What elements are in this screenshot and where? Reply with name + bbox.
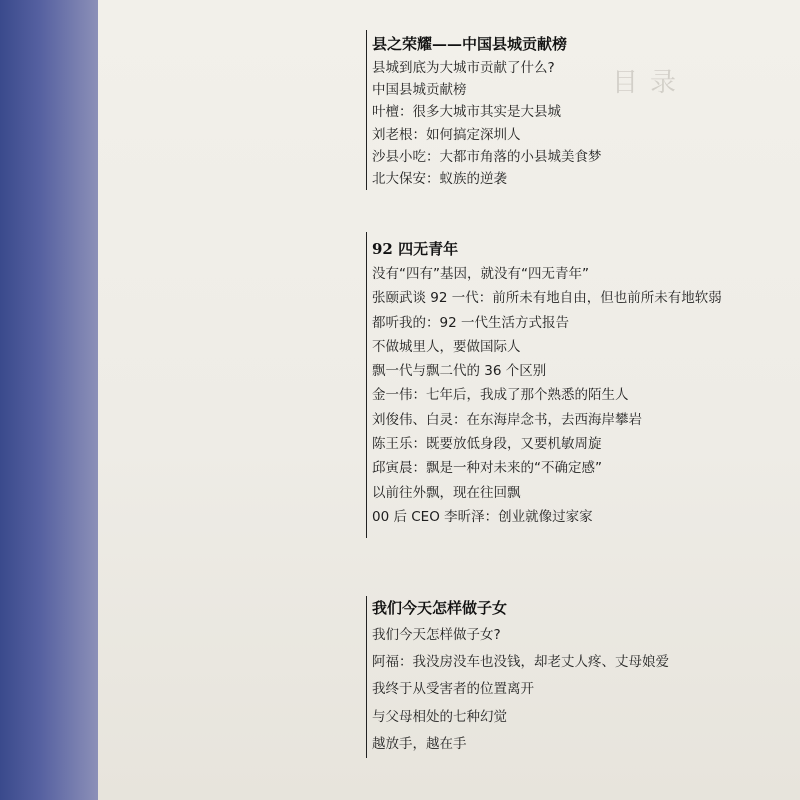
section-3-rule — [366, 596, 367, 758]
entry-title: 与父母相处的七种幻觉 — [372, 709, 507, 725]
entry-title: 不做城里人，要做国际人 — [372, 339, 521, 355]
entry-title: 越放手，越在手 — [372, 736, 467, 752]
entry-title: 邱寅晨：飘是一种对未来的“不确定感” — [372, 460, 602, 476]
section-1-rule — [366, 30, 367, 190]
entry-title: 飘一代与飘二代的 36 个区别 — [372, 363, 547, 379]
entry-title: 我终于从受害者的位置离开 — [372, 681, 534, 697]
section-title: 92 四无青年 — [372, 240, 459, 258]
entry-title: 没有“四有”基因，就没有“四无青年” — [372, 266, 589, 282]
entry-title: 都听我的：92 一代生活方式报告 — [372, 315, 569, 331]
entry-title: 刘老根：如何搞定深圳人 — [372, 127, 521, 143]
entry-title: 中国县城贡献榜 — [372, 82, 467, 98]
entry-title: 我们今天怎样做子女? — [372, 627, 501, 643]
entry-title: 陈王乐：既要放低身段，又要机敏周旋 — [372, 436, 602, 452]
entry-title: 张颐武谈 92 一代：前所未有地自由，但也前所未有地软弱 — [372, 290, 722, 306]
entry-title: 沙县小吃：大都市角落的小县城美食梦 — [372, 149, 602, 165]
entry-title: 刘俊伟、白灵：在东海岸念书，去西海岸攀岩 — [372, 412, 642, 428]
show-through-text: 目录 — [612, 68, 689, 98]
entry-title: 阿福：我没房没车也没钱，却老丈人疼、丈母娘爱 — [372, 654, 669, 670]
entry-title: 县城到底为大城市贡献了什么? — [372, 60, 555, 76]
entry-title: 北大保安：蚁族的逆袭 — [372, 171, 507, 187]
entry-title: 以前往外飘，现在往回飘 — [372, 485, 521, 501]
entry-title: 00 后 CEO 李昕泽：创业就像过家家 — [372, 509, 593, 525]
book-cover-edge — [0, 0, 98, 800]
section-title: 我们今天怎样做子女 — [372, 599, 508, 617]
entry-title: 叶檀：很多大城市其实是大县城 — [372, 104, 561, 120]
entry-title: 金一伟：七年后，我成了那个熟悉的陌生人 — [372, 387, 629, 403]
section-2-rule — [366, 232, 367, 538]
section-title: 县之荣耀——中国县城贡献榜 — [372, 35, 568, 53]
